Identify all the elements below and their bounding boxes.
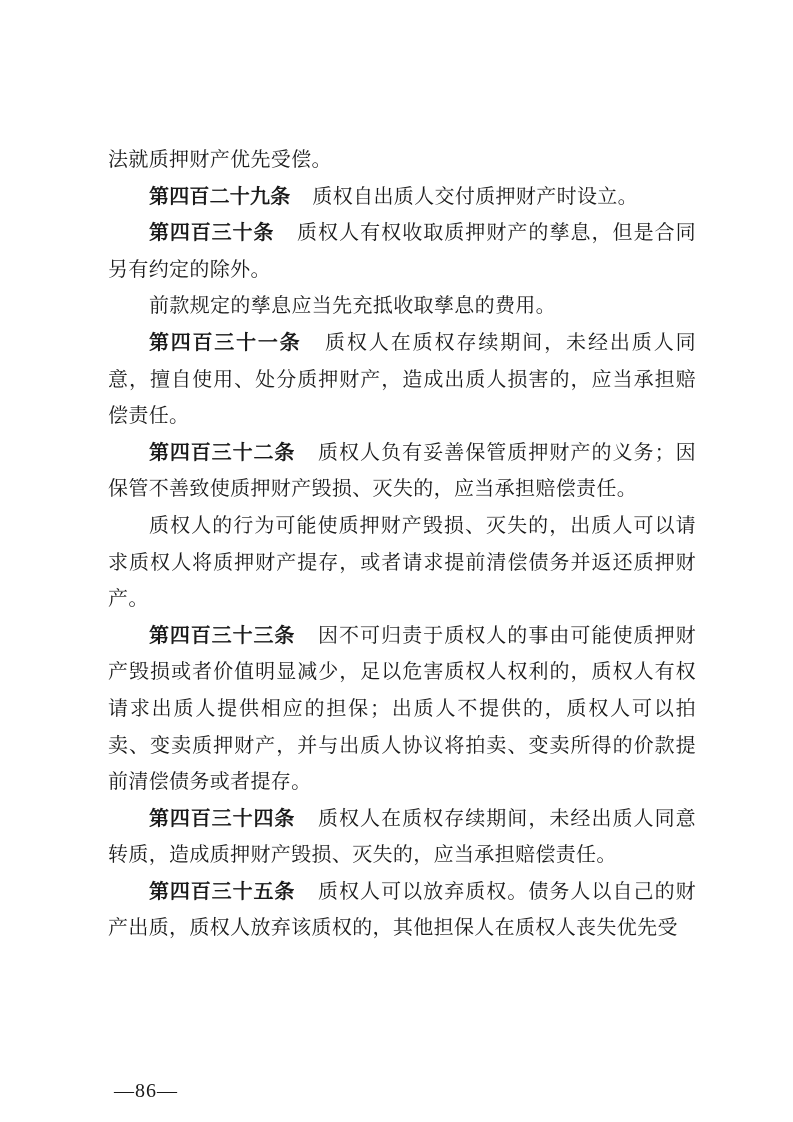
- article-number: 第四百三十三条: [149, 622, 296, 647]
- article-number: 第四百三十五条: [149, 878, 296, 903]
- article-433: [108, 617, 696, 800]
- paragraph-432-2: [108, 507, 696, 617]
- paragraph-text: 法就质押财产优先受偿。: [108, 147, 332, 171]
- article-text: 因不可归责于质权人的事由可能使质押财产毁损或者价值明显减少，足以危害质权人权利的，质权人有权请求出质人提供相应的担保；出质人不提供的，质权人可以拍卖、变卖质押财产，并与出质人协议将拍卖、变卖所得的价款提前清偿债务或者提存。: [108, 622, 696, 794]
- article-text: 质权人负有妥善保管质押财产的义务；因保管不善致使质押财产毁损、灭失的，应当承担赔偿责任。: [108, 439, 696, 501]
- article-number: 第四百三十条: [149, 220, 275, 245]
- article-432: [108, 434, 696, 507]
- paragraph-text: 质权人的行为可能使质押财产毁损、灭失的，出质人可以请求质权人将质押财产提存，或者请求提前清偿债务并返还质押财产。: [108, 512, 696, 611]
- article-number: 第四百三十一条: [149, 329, 302, 354]
- article-430: [108, 214, 696, 287]
- article-text: 质权人在质权存续期间，未经出质人同意，擅自使用、处分质押财产，造成出质人损害的，应当承担赔偿责任。: [108, 329, 697, 428]
- article-431: [108, 324, 696, 434]
- article-number: 第四百三十四条: [149, 805, 296, 830]
- article-text: 质权人在质权存续期间，未经出质人同意转质，造成质押财产毁损、灭失的，应当承担赔偿责任。: [108, 805, 696, 867]
- article-435: [108, 873, 696, 946]
- paragraph-430-2: [108, 287, 696, 324]
- article-429: [108, 178, 696, 215]
- paragraph-continuation: [108, 141, 696, 178]
- article-text: 质权人有权收取质押财产的孳息，但是合同另有约定的除外。: [108, 220, 697, 281]
- article-text: 质权自出质人交付质押财产时设立。: [312, 183, 639, 208]
- article-number: 第四百二十九条: [149, 183, 291, 208]
- page-number: —86—: [114, 1080, 178, 1102]
- article-number: 第四百三十二条: [149, 439, 296, 464]
- article-text: 质权人可以放弃质权。债务人以自己的财产出质，质权人放弃该质权的，其他担保人在质权人丧失优先受: [108, 878, 696, 940]
- document-body: [108, 141, 696, 946]
- paragraph-text: 前款规定的孳息应当先充抵收取孳息的费用。: [149, 293, 556, 318]
- article-434: [108, 800, 696, 873]
